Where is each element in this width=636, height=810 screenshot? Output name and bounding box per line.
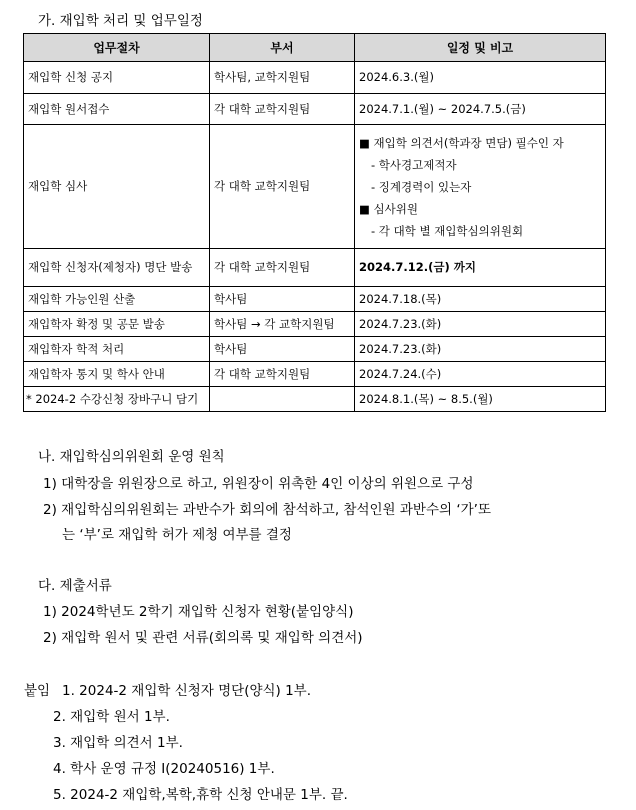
review-notes bbox=[359, 132, 601, 242]
cell-task: 재입학 신청자(제청자) 명단 발송 bbox=[24, 249, 210, 287]
table-row bbox=[24, 337, 606, 362]
cell-note: 2024.7.24.(수) bbox=[355, 362, 606, 387]
cell-task: 재입학 신청 공지 bbox=[24, 62, 210, 94]
cell-note-deadline: 2024.7.12.(금) 까지 bbox=[355, 249, 606, 287]
table-header-row bbox=[24, 34, 606, 62]
section-c-item: 1) 2024학년도 2학기 재입학 신청자 현황(붙임양식) bbox=[43, 604, 354, 620]
attachments-label: 붙임 bbox=[24, 683, 51, 699]
table-row bbox=[24, 249, 606, 287]
attachment-item: 2. 재입학 원서 1부. bbox=[53, 709, 170, 725]
note-line: - 징계경력이 있는자 bbox=[371, 179, 472, 194]
schedule-table bbox=[23, 33, 606, 412]
cell-note: 2024.7.23.(화) bbox=[355, 312, 606, 337]
attachment-item: 5. 2024-2 재입학,복학,휴학 신청 안내문 1부. 끝. bbox=[53, 787, 348, 803]
table-row bbox=[24, 287, 606, 312]
attachment-item: 1. 2024-2 재입학 신청자 명단(양식) 1부. bbox=[62, 683, 312, 699]
cell-dept: 각 대학 교학지원팀 bbox=[210, 249, 355, 287]
cell-note: 2024.6.3.(월) bbox=[355, 62, 606, 94]
section-c-item: 2) 재입학 원서 및 관련 서류(회의록 및 재입학 의견서) bbox=[43, 630, 363, 646]
attachment-item: 3. 재입학 의견서 1부. bbox=[53, 735, 183, 751]
attachment-item: 4. 학사 운영 규정 I(20240516) 1부. bbox=[53, 761, 275, 777]
note-line: ■ 재입학 의견서(학과장 면담) 필수인 자 bbox=[359, 135, 564, 150]
cell-dept: 학사팀 bbox=[210, 337, 355, 362]
cell-note: 2024.7.23.(화) bbox=[355, 337, 606, 362]
table-row bbox=[24, 387, 606, 412]
cell-dept bbox=[210, 387, 355, 412]
cell-dept: 각 대학 교학지원팀 bbox=[210, 94, 355, 125]
table-row bbox=[24, 362, 606, 387]
header-note: 일정 및 비고 bbox=[355, 34, 606, 62]
table-row bbox=[24, 312, 606, 337]
cell-task: * 2024-2 수강신청 장바구니 담기 bbox=[24, 387, 210, 412]
section-b-item: 1) 대학장을 위원장으로 하고, 위원장이 위촉한 4인 이상의 위원으로 구성 bbox=[43, 476, 474, 492]
table-row bbox=[24, 94, 606, 125]
cell-dept: 각 대학 교학지원팀 bbox=[210, 125, 355, 249]
table-row bbox=[24, 62, 606, 94]
section-a-heading: 가. 재입학 처리 및 업무일정 bbox=[38, 13, 203, 29]
cell-task: 재입학 원서접수 bbox=[24, 94, 210, 125]
cell-note: 2024.7.1.(월) ~ 2024.7.5.(금) bbox=[355, 94, 606, 125]
cell-task: 재입학 심사 bbox=[24, 125, 210, 249]
header-task: 업무절차 bbox=[24, 34, 210, 62]
section-c-heading: 다. 제출서류 bbox=[38, 578, 112, 594]
cell-note-review bbox=[355, 125, 606, 249]
section-b-item: 는 ‘부’로 재입학 허가 제청 여부를 결정 bbox=[62, 527, 292, 543]
cell-dept: 학사팀, 교학지원팀 bbox=[210, 62, 355, 94]
header-dept: 부서 bbox=[210, 34, 355, 62]
cell-task: 재입학 가능인원 산출 bbox=[24, 287, 210, 312]
cell-task: 재입학자 학적 처리 bbox=[24, 337, 210, 362]
cell-note: 2024.7.18.(목) bbox=[355, 287, 606, 312]
section-b-heading: 나. 재입학심의위원회 운영 원칙 bbox=[38, 449, 225, 465]
cell-dept: 학사팀 → 각 교학지원팀 bbox=[210, 312, 355, 337]
note-line: - 각 대학 별 재입학심의위원회 bbox=[371, 223, 524, 238]
cell-dept: 각 대학 교학지원팀 bbox=[210, 362, 355, 387]
note-line: ■ 심사위원 bbox=[359, 201, 418, 216]
note-line: - 학사경고제적자 bbox=[371, 157, 457, 172]
cell-dept: 학사팀 bbox=[210, 287, 355, 312]
cell-task: 재입학자 확정 및 공문 발송 bbox=[24, 312, 210, 337]
section-b-item: 2) 재입학심의위원회는 과반수가 회의에 참석하고, 참석인원 과반수의 ‘가’또 bbox=[43, 502, 491, 518]
table-row bbox=[24, 125, 606, 249]
cell-note: 2024.8.1.(목) ~ 8.5.(월) bbox=[355, 387, 606, 412]
cell-task: 재입학자 통지 및 학사 안내 bbox=[24, 362, 210, 387]
